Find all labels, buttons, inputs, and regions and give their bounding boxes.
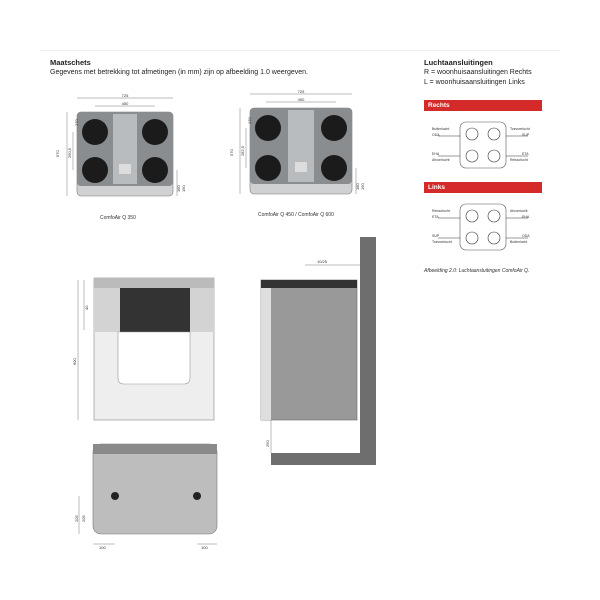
unit-q450-600-drawing — [230, 88, 370, 208]
links-bottom-right: Buitenlucht — [510, 240, 528, 244]
rechts-top-left: Buitenlucht — [432, 127, 450, 131]
side-view-drawing — [255, 235, 385, 470]
dim-q350-bottom-b: 190 — [181, 185, 186, 192]
caption-q450-600: ComfoAir Q 450 / ComfoAir Q 600 — [258, 212, 334, 218]
top-divider — [40, 50, 560, 51]
dim-q450-bottom-a: 180 — [355, 183, 360, 190]
links-top-right-code: EHA — [522, 215, 530, 219]
links-top-left: Retourlucht — [432, 209, 450, 213]
dim-q450-bottom-b: 190 — [360, 183, 365, 190]
rechts-header: Rechts — [424, 100, 542, 111]
links-bottom-left: Toevoerlucht — [432, 240, 452, 244]
dim-q450-top: 170 — [247, 117, 252, 124]
dim-front-height: 600 — [72, 358, 77, 365]
rechts-bottom-left: Afvoerlucht — [432, 158, 450, 162]
section-title-luchtaansluitingen: Luchtaansluitingen — [424, 58, 493, 67]
dim-bottom-a: 205 — [74, 515, 79, 522]
dim-q350-height-inner: 260,5 — [67, 147, 72, 158]
rechts-top-right: Toevoerlucht — [510, 127, 530, 131]
figure-caption: Afbeelding 2.0: Luchtaansluitingen ComfoAir Q. — [424, 268, 530, 274]
unit-q350-drawing — [55, 92, 185, 212]
rechts-bottom-left-code: EHA — [432, 152, 440, 156]
rechts-bottom-right-code: ETA — [522, 152, 529, 156]
links-header: Links — [424, 182, 542, 193]
dim-q350-top: 170 — [74, 119, 79, 126]
dim-q350-height: 570 — [55, 150, 60, 157]
dim-q350-bottom-a: 160 — [176, 185, 181, 192]
section-description: Gegevens met betrekking tot afmetingen (in mm) zijn op afbeelding 1.0 weergeven. — [50, 69, 308, 76]
dim-front-top: 40 — [84, 305, 89, 310]
section-title-maatschets: Maatschets — [50, 58, 91, 67]
dim-side-gap: 10/25 — [317, 259, 328, 264]
rechts-top-right-code: SUP — [522, 133, 530, 137]
dim-bottom-left: 100 — [99, 545, 106, 550]
dim-bottom-right: 100 — [201, 545, 208, 550]
links-connection-diagram — [424, 198, 542, 254]
bottom-view-drawing — [75, 440, 235, 555]
legend-line-l: L = woonhuisaansluitingen Links — [424, 79, 525, 86]
rechts-connection-diagram — [424, 116, 542, 172]
links-top-left-code: ETA — [432, 215, 439, 219]
rechts-top-left-code: ODA — [432, 133, 440, 137]
dim-q450-width-inner: 490 — [297, 97, 305, 102]
dim-bottom-b: 205 — [81, 515, 86, 522]
links-bottom-right-code: ODA — [522, 234, 530, 238]
dim-side-bottom: 250 — [265, 440, 270, 447]
rechts-bottom-right: Retourlucht — [510, 158, 528, 162]
dim-q350-width-total: 725 — [121, 93, 129, 98]
legend-line-r: R = woonhuisaansluitingen Rechts — [424, 69, 532, 76]
dim-q450-height: 570 — [229, 149, 234, 156]
dim-q450-height-inner: 282,5 — [240, 145, 245, 156]
caption-q350: ComfoAir Q 350 — [100, 215, 136, 221]
links-bottom-left-code: SUP — [432, 234, 440, 238]
links-top-right: Afvoerlucht — [510, 209, 528, 213]
front-view-drawing — [70, 270, 230, 430]
dim-q450-width-total: 725 — [297, 89, 305, 94]
dim-q350-width-inner: 450 — [121, 101, 129, 106]
